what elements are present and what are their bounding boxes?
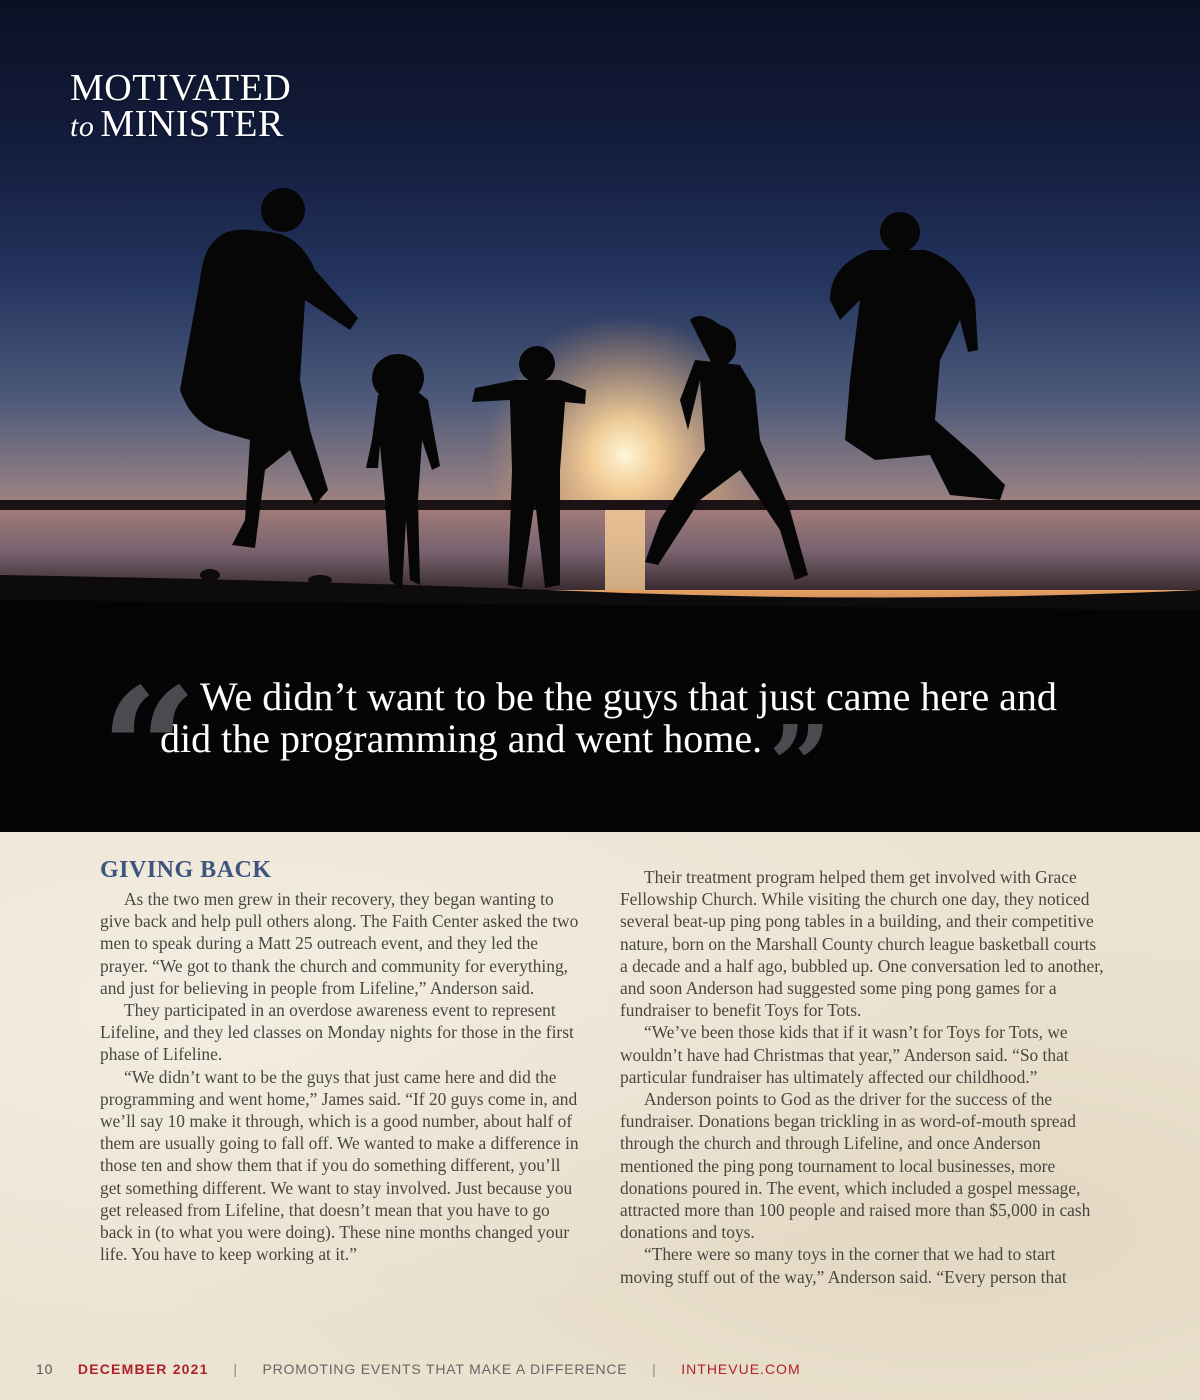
brand-to: to bbox=[70, 110, 95, 144]
paragraph: “We didn’t want to be the guys that just came here and did the programming and went home,” James said. “If 20 guys come in, and we’ll say 10 make it through, which is a good number, about half of them are usually going to fall off. We wanted to make a difference in those ten and show them that if you do something different, you’ll get something different. We want to stay involved. Just because you get released from Lifeline, that doesn’t mean that you have to go back in (to what you were doing). These nine months changed your life. You have to keep working at it.” bbox=[100, 1066, 579, 1265]
paragraph: They participated in an overdose awareness event to represent Lifeline, and they led classes on Monday nights for those in the first phase of Lifeline. bbox=[100, 1000, 574, 1065]
open-quote-icon: “ bbox=[100, 651, 198, 832]
article-column-right bbox=[620, 866, 1104, 1288]
silhouette-adult-left bbox=[180, 188, 358, 548]
article-column-left bbox=[100, 856, 584, 1265]
page-number: 10 bbox=[36, 1361, 54, 1377]
section-brand bbox=[70, 67, 292, 146]
brand-line-1: MOTIVATED bbox=[70, 67, 292, 109]
paragraph: “We’ve been those kids that if it wasn’t for Toys for Tots, we wouldn’t have had Christmas that year,” Anderson said. “So that particular fundraiser has ultimately affected our childhood.” bbox=[620, 1022, 1069, 1087]
paragraph: Anderson points to God as the driver for the success of the fundraiser. Donations began trickling in as word-of-mouth spread through the church and through Lifeline, and once Anderson mentioned the ping pong tournament to local businesses, more donations poured in. The event, which included a gospel message, attracted more than 100 people and raised more than $5,000 in cash donations and toys. bbox=[620, 1089, 1091, 1243]
brand-minister: MINISTER bbox=[100, 103, 284, 146]
website-link[interactable]: INTHEVUE.COM bbox=[681, 1361, 801, 1377]
paragraph: Their treatment program helped them get involved with Grace Fellowship Church. While visiting the church one day, they noticed several beat-up ping pong tables in a building, and their competitive nature, born on the Marshall County church league basketball courts a decade and a half ago, bubbled up. One conversation led to another, and soon Anderson had suggested some ping pong games for a fundraiser to benefit Toys for Tots. bbox=[620, 867, 1104, 1021]
pull-quote-line-2 bbox=[100, 701, 1120, 830]
paragraph: “There were so many toys in the corner that we had to start moving stuff out of the way,” Anderson said. “Every person that bbox=[620, 1244, 1067, 1287]
close-quote-icon: ” bbox=[768, 701, 832, 830]
footer-separator: | bbox=[233, 1361, 238, 1377]
issue-date: DECEMBER 2021 bbox=[77, 1361, 209, 1377]
footer-separator: | bbox=[652, 1361, 657, 1377]
article-body bbox=[0, 832, 1200, 1400]
silhouette-adult-right bbox=[830, 212, 1005, 500]
pull-quote-line-2-text: did the programming and went home. bbox=[160, 716, 763, 761]
footer-tagline: PROMOTING EVENTS THAT MAKE A DIFFERENCE bbox=[262, 1361, 628, 1377]
paragraph: As the two men grew in their recovery, they began wanting to give back and help pull others along. The Faith Center asked the two men to speak during a Matt 25 outreach event, and they led the prayer. “We got to thank the church and community for everything, and just for believing in people from Lifeline,” Anderson said. bbox=[100, 889, 579, 998]
brand-line-2 bbox=[70, 103, 291, 146]
pull-quote-line-1: We didn’t want to be the guys that just came here and bbox=[200, 674, 1057, 719]
pull-quote bbox=[100, 651, 1120, 832]
section-heading: GIVING BACK bbox=[100, 857, 272, 883]
page-footer bbox=[36, 1361, 801, 1377]
